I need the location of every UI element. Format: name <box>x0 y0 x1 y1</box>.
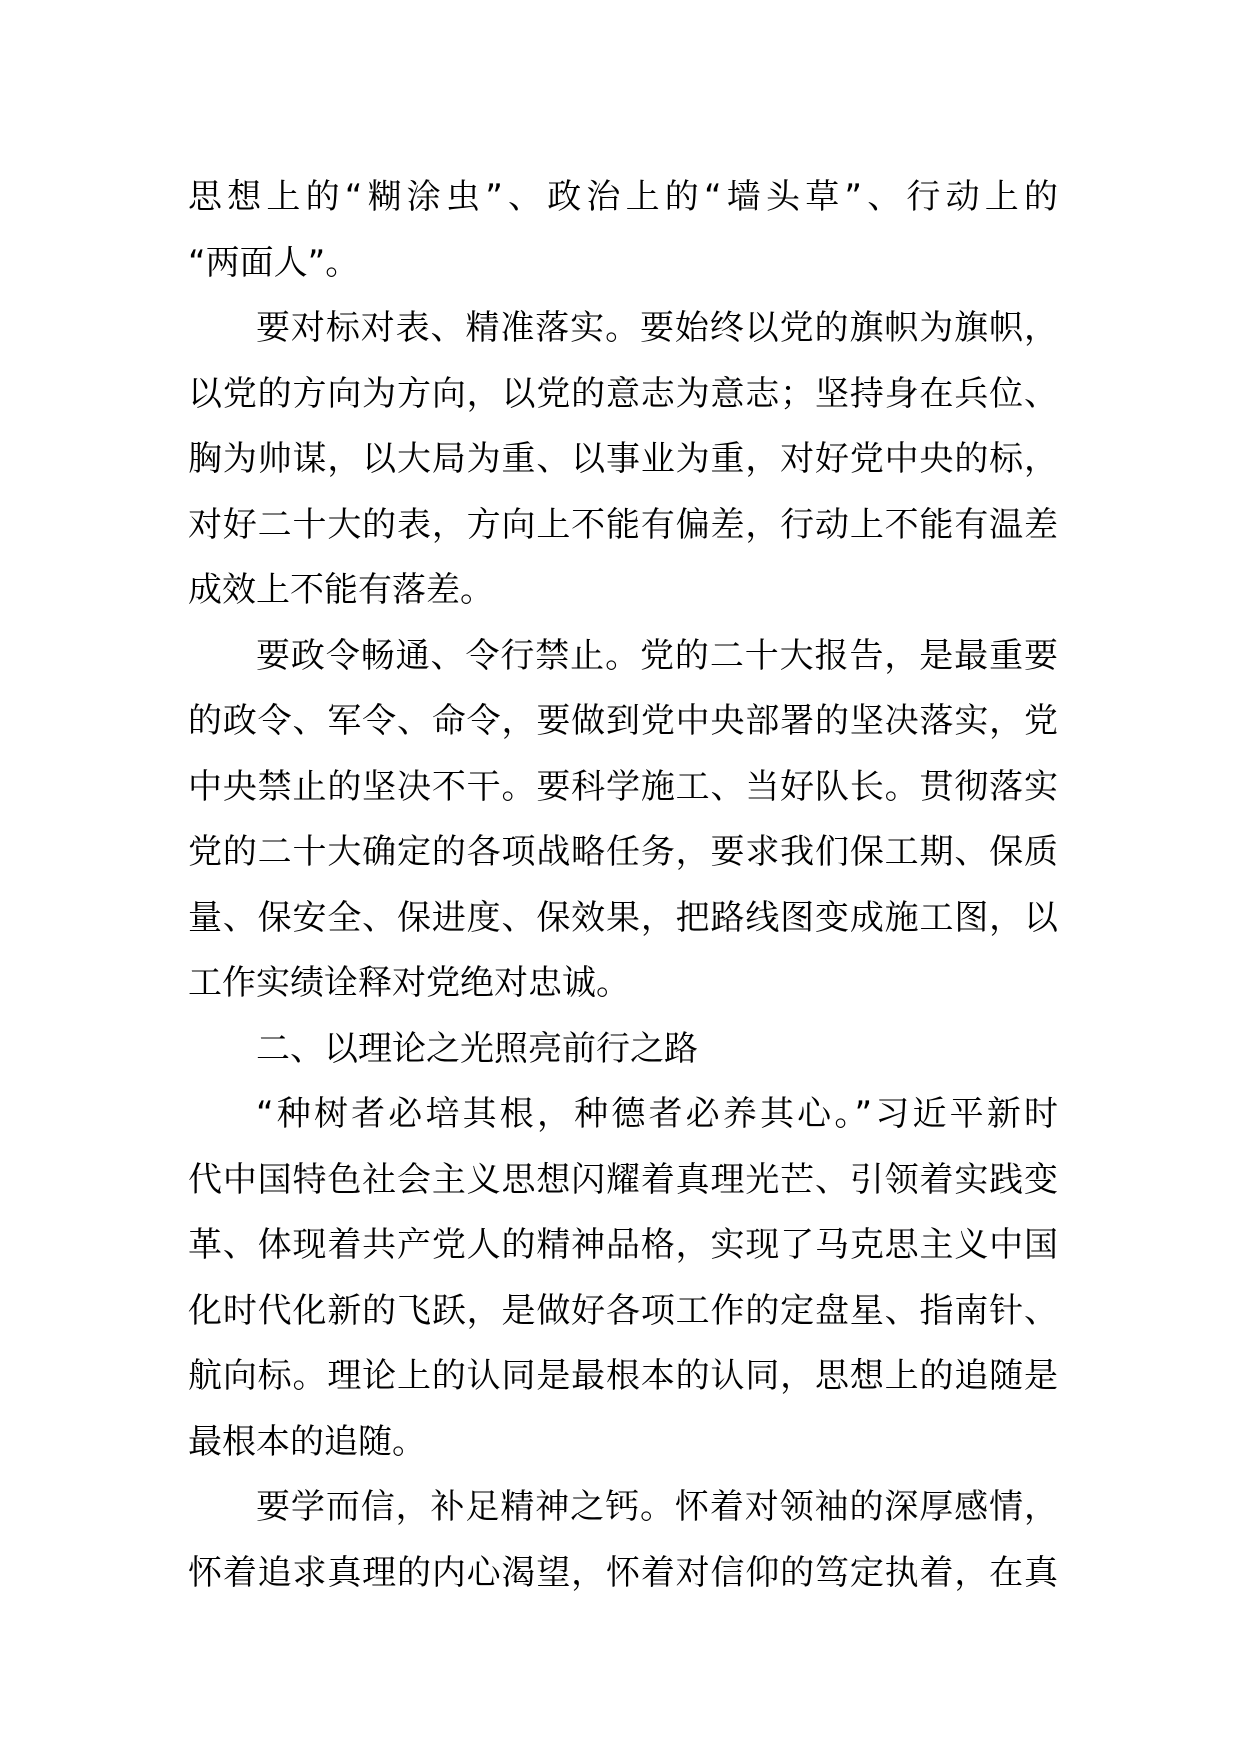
text-line: 航向标。理论上的认同是最根本的认同，思想上的追随是 <box>188 1356 1058 1396</box>
paragraph-start: 要学而信，补足精神之钙。怀着对领袖的深厚感情， <box>256 1487 1058 1527</box>
text-line: 成效上不能有落差。 <box>188 570 494 610</box>
text-line: 对好二十大的表，方向上不能有偏差，行动上不能有温差 <box>188 504 1058 545</box>
text-line: 党的二十大确定的各项战略任务，要求我们保工期、保质 <box>188 832 1058 872</box>
document-body <box>188 165 1058 1606</box>
text-line: 最根本的追随。 <box>188 1421 426 1462</box>
text-line: 的政令、军令、命令，要做到党中央部署的坚决落实，党 <box>188 701 1058 741</box>
text-line: 中央禁止的坚决不干。要科学施工、当好队长。贯彻落实 <box>188 766 1058 807</box>
text-line: 胸为帅谋，以大局为重、以事业为重，对好党中央的标， <box>188 439 1058 479</box>
section-heading: 二、以理论之光照亮前行之路 <box>256 1028 698 1069</box>
paragraph-start: 要政令畅通、令行禁止。党的二十大报告，是最重要 <box>256 635 1058 676</box>
text-line: 思想上的“糊涂虫”、政治上的“墙头草”、行动上的 <box>188 177 1058 217</box>
text-line: 代中国特色社会主义思想闪耀着真理光芒、引领着实践变 <box>188 1159 1058 1200</box>
text-line: 化时代化新的飞跃，是做好各项工作的定盘星、指南针、 <box>188 1290 1058 1331</box>
text-line: 量、保安全、保进度、保效果，把路线图变成施工图，以 <box>188 897 1058 938</box>
paragraph-start: “种树者必培其根，种德者必养其心。”习近平新时 <box>256 1094 1058 1134</box>
text-line: 以党的方向为方向，以党的意志为意志；坚持身在兵位、 <box>188 373 1058 414</box>
text-line: “两面人”。 <box>188 242 360 283</box>
text-line: 革、体现着共产党人的精神品格，实现了马克思主义中国 <box>188 1225 1058 1265</box>
text-line: 怀着追求真理的内心渴望，怀着对信仰的笃定执着，在真 <box>188 1552 1058 1593</box>
paragraph-start: 要对标对表、精准落实。要始终以党的旗帜为旗帜， <box>256 308 1058 348</box>
text-line: 工作实绩诠释对党绝对忠诚。 <box>188 963 630 1003</box>
